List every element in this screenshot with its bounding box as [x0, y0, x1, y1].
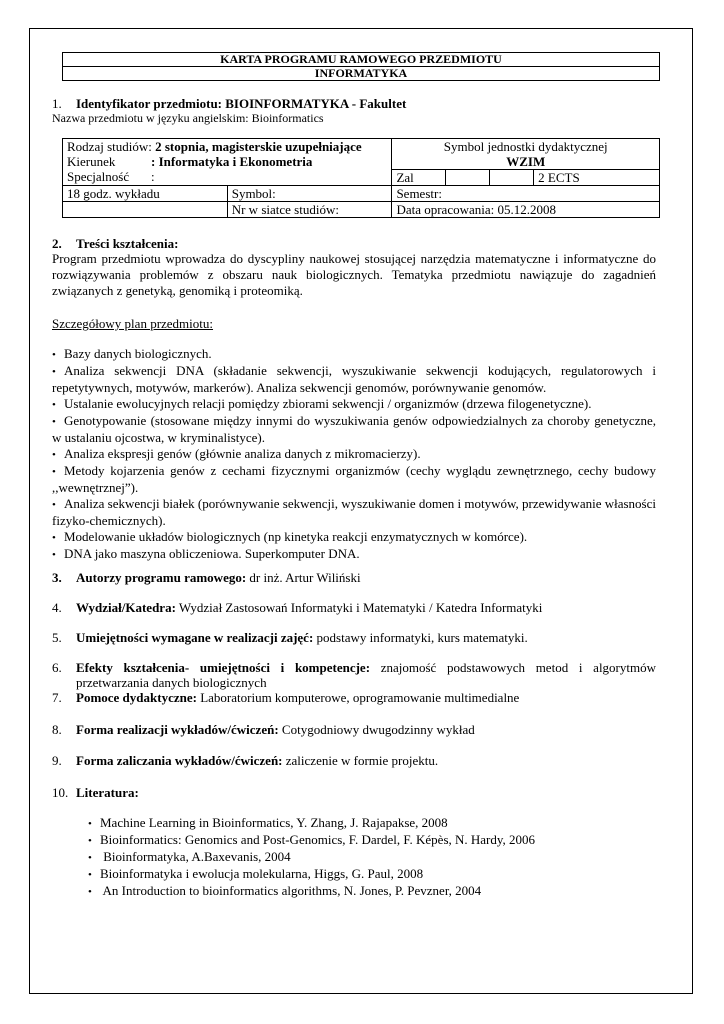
literature-title: Literatura: — [76, 785, 139, 800]
unit-value: WZIM — [506, 154, 546, 169]
studies-label: Rodzaj studiów: — [67, 139, 152, 154]
title-line1: KARTA PROGRAMU RAMOWEGO PRZEDMIOTU — [63, 53, 660, 67]
bullet-icon: • — [88, 886, 92, 898]
empty-cell-1 — [446, 169, 490, 185]
empty-cell-2 — [490, 169, 534, 185]
section-5: 5. Umiejętności wymagane w realizacji zajęć: podstawy informatyki, kurs matematyki. — [52, 630, 528, 645]
section-2-intro: Program przedmiotu wprowadza do dyscypliny naukowej stosującej narzędzia matematyczne i informatyczne do rozwiązywania problemów z obszaru nauk biologicznych. Tematyka przedmiotu nawiązuje do zagadnień związanych z genetyką, genomiką i proteomiką. — [52, 251, 656, 298]
direction-label: Kierunek — [67, 154, 116, 169]
title-line2: INFORMATYKA — [63, 67, 660, 81]
section-7: 7. Pomoce dydaktyczne: Laboratorium komputerowe, oprogramowanie multimedialne — [52, 690, 520, 705]
bullet-icon: • — [88, 818, 92, 830]
plan-item: • DNA jako maszyna obliczeniowa. Superkomputer DNA. — [52, 546, 360, 561]
plan-item: • Analiza sekwencji DNA (składanie sekwencji, wyszukiwanie sekwencji kodujących, regulatorowych i repetytywnych, motywów, markerów). Analiza sekwencji genomów, porównywanie genomów. — [52, 363, 656, 395]
specialty-label: Specjalność — [67, 169, 130, 184]
plan-item: • Analiza ekspresji genów (głównie analiza danych z mikromacierzy). — [52, 446, 421, 461]
plan-item: • Modelowanie układów biologicznych (np kinetyka reakcji enzymatycznych w komórce). — [52, 529, 528, 544]
section-3: 3. Autorzy programu ramowego: dr inż. Artur Wiliński — [52, 570, 361, 585]
info-table — [62, 138, 660, 218]
plan-item: • Analiza sekwencji białek (porównywanie sekwencji, wyszukiwanie domen i motywów, przewidywanie własności fizyko-chemicznych). — [52, 496, 656, 528]
plan-title: Szczegółowy plan przedmiotu: — [52, 316, 214, 331]
section-10-number: 10. — [52, 785, 69, 800]
bullet-icon: • — [52, 466, 56, 478]
section-1-number: 1. — [52, 96, 62, 111]
bullet-icon: • — [52, 532, 56, 544]
title-table — [62, 52, 660, 81]
bullet-icon: • — [88, 869, 92, 881]
literature-item: • Bioinformatyka, A.Baxevanis, 2004 — [88, 849, 291, 864]
section-10-heading — [52, 785, 139, 800]
zal-cell: Zal — [392, 169, 446, 185]
empty-cell-3 — [63, 201, 228, 217]
studies-value: 2 stopnia, magisterskie uzupełniające — [155, 139, 362, 154]
bullet-icon: • — [88, 852, 92, 864]
bullet-icon: • — [88, 835, 92, 847]
literature-item: • Machine Learning in Bioinformatics, Y. Zhang, J. Rajapakse, 2008 — [88, 815, 448, 830]
bullet-icon: • — [52, 549, 56, 561]
english-name: Nazwa przedmiotu w języku angielskim: Bioinformatics — [52, 111, 324, 125]
bullet-icon: • — [52, 449, 56, 461]
grid-number-cell: Nr w siatce studiów: — [227, 201, 392, 217]
literature-item: • Bioinformatics: Genomics and Post-Genomics, F. Dardel, F. Képès, N. Hardy, 2006 — [88, 832, 536, 847]
specialty-colon: : — [151, 169, 155, 184]
semester-cell: Semestr: — [392, 185, 660, 201]
hours-cell: 18 godz. wykładu — [63, 185, 228, 201]
symbol-cell: Symbol: — [227, 185, 392, 201]
plan-item: • Metody kojarzenia genów z cechami fizycznymi organizmów (cechy wyglądu zewnętrznego, cechy budowy ,,wewnętrznej”). — [52, 463, 656, 495]
section-2-title: Treści kształcenia: — [76, 236, 179, 251]
section-8: 8. Forma realizacji wykładów/ćwiczeń: Cotygodniowy dwugodzinny wykład — [52, 722, 475, 737]
literature-item: • An Introduction to bioinformatics algorithms, N. Jones, P. Pevzner, 2004 — [88, 883, 482, 898]
unit-label: Symbol jednostki dydaktycznej — [443, 139, 608, 154]
section-1 — [52, 96, 672, 111]
specialty-cell — [63, 169, 392, 185]
date-cell: Data opracowania: 05.12.2008 — [392, 201, 660, 217]
direction-value: : Informatyka i Ekonometria — [151, 154, 313, 169]
bullet-icon: • — [52, 499, 56, 511]
bullet-icon: • — [52, 416, 56, 428]
section-6: 6. Efekty kształcenia- umiejętności i kompetencje: znajomość podstawowych metod i algorytmów przetwarzania danych biologicznych — [52, 660, 657, 690]
unit-cell — [392, 139, 660, 170]
bullet-icon: • — [52, 399, 56, 411]
literature-list — [88, 815, 658, 900]
section-2-heading — [52, 236, 178, 251]
plan-list — [52, 346, 656, 563]
identifier-label: Identyfikator przedmiotu: — [76, 96, 223, 111]
plan-item: • Genotypowanie (stosowane między innymi do wyszukiwania genów odpowiedzialnych za choroby genetyczne, w ustalaniu ojcostwa, w kryminalistyce). — [52, 413, 656, 445]
plan-item: • Ustalanie ewolucyjnych relacji pomiędzy zbiorami sekwencji / organizmów (drzewa filogenetyczne). — [52, 396, 592, 411]
section-9: 9. Forma zaliczania wykładów/ćwiczeń: zaliczenie w formie projektu. — [52, 753, 439, 768]
identifier-value: BIOINFORMATYKA - Fakultet — [225, 96, 407, 111]
section-2-number: 2. — [52, 236, 62, 251]
ects-cell: 2 ECTS — [534, 169, 660, 185]
literature-item: • Bioinformatyka i ewolucja molekularna, Higgs, G. Paul, 2008 — [88, 866, 424, 881]
bullet-icon: • — [52, 366, 56, 378]
studies-cell — [63, 139, 392, 170]
bullet-icon: • — [52, 349, 56, 361]
plan-item: • Bazy danych biologicznych. — [52, 346, 212, 361]
section-4: 4. Wydział/Katedra: Wydział Zastosowań Informatyki i Matematyki / Katedra Informatyki — [52, 600, 543, 615]
